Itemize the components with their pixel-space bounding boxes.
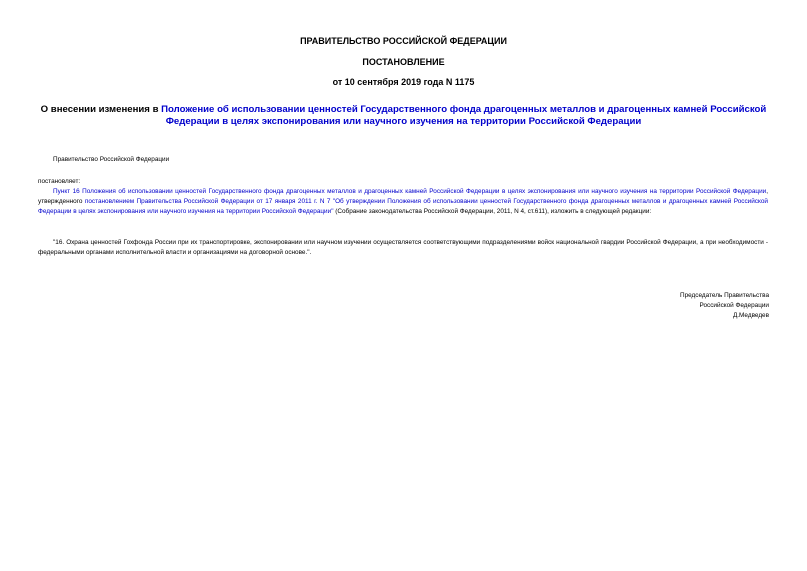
signature-position: Председатель Правительства [680, 292, 769, 299]
paragraph-amendment [38, 187, 768, 217]
paragraph-amendment-end: (Собрание законодательства Российской Федерации, 2011, N 4, ст.611), изложить в следующей редакции: [333, 208, 652, 215]
signature-country: Российской Федерации [699, 302, 769, 309]
issuer-heading: ПРАВИТЕЛЬСТВО РОССИЙСКОЙ ФЕДЕРАЦИИ [300, 36, 507, 46]
document-type-heading: ПОСТАНОВЛЕНИЕ [362, 57, 445, 67]
paragraph-amendment-mid: , утвержденного [38, 188, 768, 205]
signature-block [680, 291, 769, 321]
title-regulation-link[interactable]: Положение об использовании ценностей Государственного фонда драгоценных металлов и драгоценных камней Российской Федерации в целях экспонирования или научного изучения на территории Российской Федерации [161, 104, 767, 127]
point-16-link[interactable]: Пункт 16 Положения об использовании ценностей Государственного фонда драгоценных металлов и драгоценных камней Российской Федерации в целях экспонирования или научного изучения на территории Российской Федерации [53, 188, 767, 195]
document-title [0, 104, 807, 128]
resolution-7-link[interactable]: постановлением Правительства Российской Федерации от 17 января 2011 г. N 7 "Об утверждении Положения об использовании ценностей Государственного фонда драгоценных металлов и драгоценных камней Российской Федерации в целях экспонирования или научного изучения на территории Российской Федерации" [38, 198, 768, 215]
title-prefix: О внесении изменения в [40, 104, 162, 115]
paragraph-new-wording: "16. Охрана ценностей Гохфонда России при их транспортировке, экспонировании или научном изучении осуществляется соответствующими подразделениями войск национальной гвардии Российской Федерации, а при необходимости - федеральными органами исполнительной власти и организациями на договорной основе.". [38, 239, 768, 256]
decides-label: постановляет: [38, 178, 81, 185]
government-label: Правительство Российской Федерации [53, 156, 170, 163]
signature-name: Д.Медведев [732, 312, 769, 319]
date-number-heading: от 10 сентября 2019 года N 1175 [332, 77, 475, 87]
